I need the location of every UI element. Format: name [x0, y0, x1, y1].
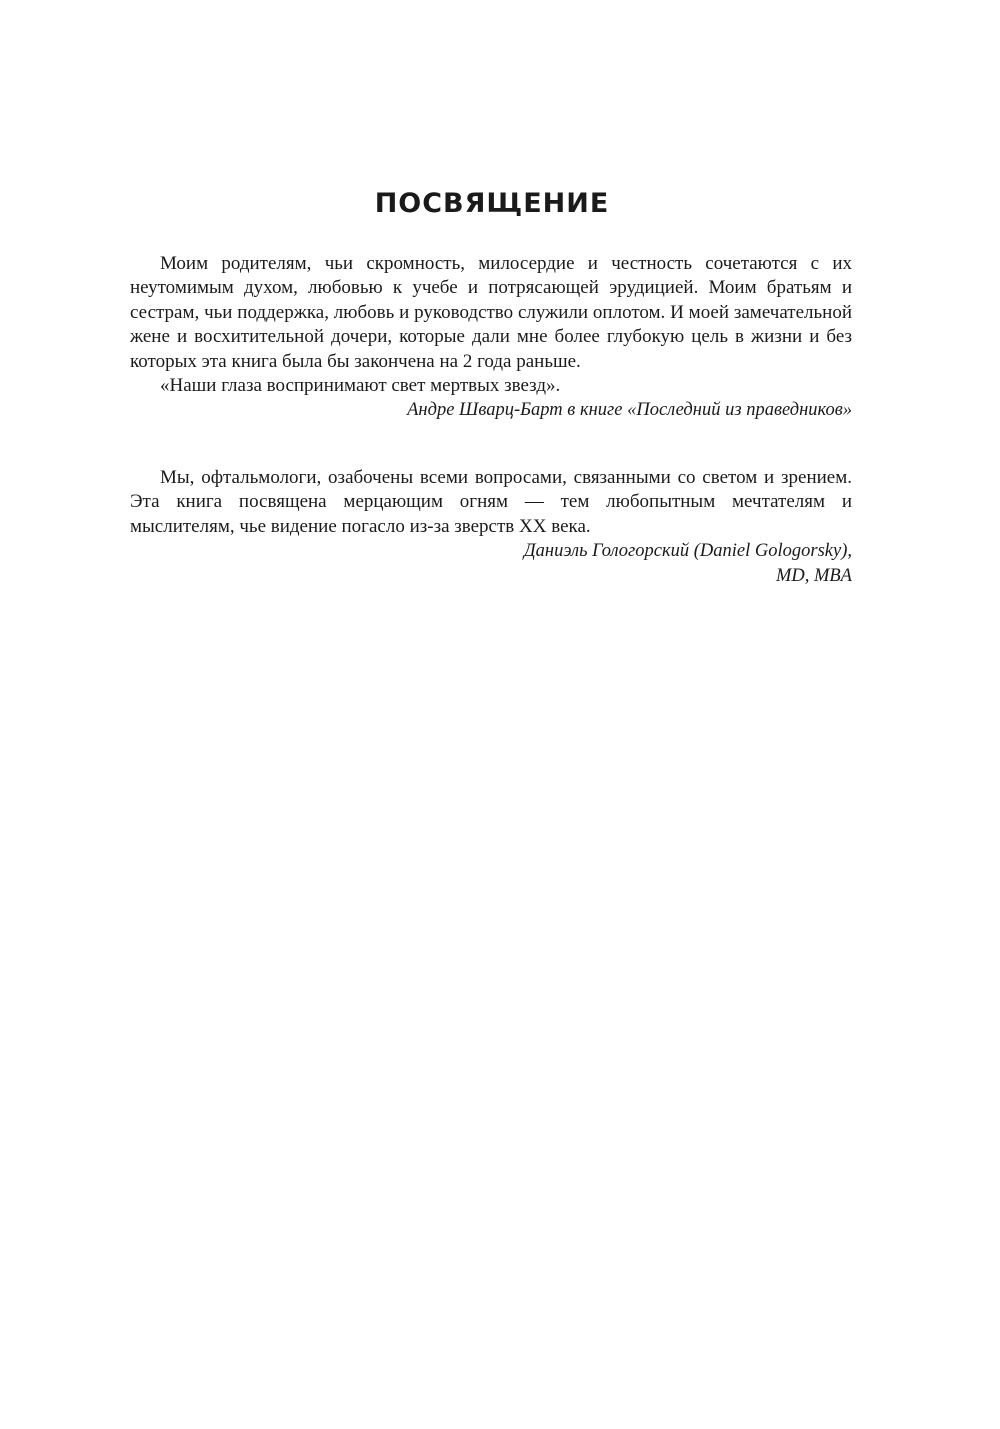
page-title: ПОСВЯЩЕНИЕ	[374, 188, 610, 219]
epigraph-quote: «Наши глаза воспринимают свет мертвых звезд».	[160, 375, 561, 397]
dedication-paragraph-ophthalmologists: Мы, офтальмологи, озабочены всеми вопросами, связанными со светом и зрением. Эта книга посвящена мерцающим огням — тем любопытным мечтателям и мыслителям, чье видение погасло из-за зверств XX века.	[130, 467, 852, 537]
epigraph-attribution: Андре Шварц-Барт в книге «Последний из праведников»	[407, 400, 852, 421]
author-signature-name: Даниэль Гологорский (Daniel Gologorsky),	[523, 541, 852, 562]
dedication-section	[130, 252, 852, 423]
author-signature-degrees: MD, MBA	[775, 565, 852, 586]
dedication-paragraph-family: Моим родителям, чьи скромность, милосердие и честность сочетаются с их неутомимым духом, любовью к учебе и потрясающей эрудицией. Моим братьям и сестрам, чьи поддержка, любовь и руководство служили оплотом. И моей замечательной жене и восхитительной дочери, которые дали мне более глубокую цель в жизни и без которых эта книга была бы закончена на 2 года раньше.	[130, 253, 852, 372]
dedication-section-ophthalmology	[130, 466, 852, 588]
